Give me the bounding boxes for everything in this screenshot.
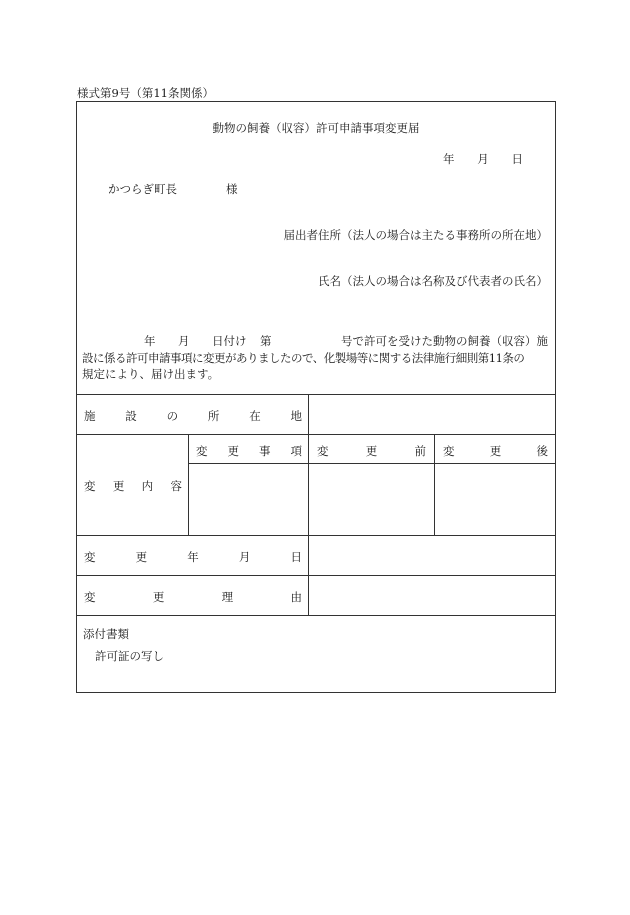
char: 更 xyxy=(112,479,125,493)
char: 内 xyxy=(141,479,154,493)
attachment-item: 許可証の写し xyxy=(95,649,164,663)
frame-left xyxy=(76,101,77,693)
facility-location-label xyxy=(84,408,302,424)
form-number: 様式第9号（第11条関係） xyxy=(77,86,214,100)
char: 更 xyxy=(152,590,165,604)
char: 変 xyxy=(84,479,96,493)
body-year: 年 xyxy=(144,334,156,348)
before-header xyxy=(317,443,426,459)
body-date-suffix: 日付け xyxy=(212,334,247,348)
char: 項 xyxy=(290,444,302,458)
char: 容 xyxy=(170,479,182,493)
vline-before-after xyxy=(434,434,435,535)
vline-label-content xyxy=(188,434,189,535)
body-month: 月 xyxy=(178,334,190,348)
date-month: 月 xyxy=(477,152,489,166)
char: 施 xyxy=(84,409,96,423)
frame-bottom xyxy=(76,692,556,693)
char: 日 xyxy=(290,550,302,564)
change-date-label xyxy=(84,549,302,565)
char: 理 xyxy=(221,590,234,604)
date-year: 年 xyxy=(443,152,455,166)
change-item-header xyxy=(196,443,302,459)
char: 前 xyxy=(414,444,426,458)
table-line-4 xyxy=(76,535,556,536)
char: 在 xyxy=(249,409,261,423)
char: 変 xyxy=(443,444,455,458)
body-number-prefix: 第 xyxy=(260,334,272,348)
applicant-name-label: 氏名（法人の場合は名称及び代表者の氏名） xyxy=(318,274,548,288)
char: 月 xyxy=(238,550,251,564)
char: 更 xyxy=(227,444,239,458)
char: 更 xyxy=(489,444,502,458)
body-line-3: 規定により、届け出ます。 xyxy=(82,367,220,381)
char: 更 xyxy=(365,444,378,458)
char: 所 xyxy=(207,409,220,423)
char: 設 xyxy=(125,409,137,423)
char: 変 xyxy=(317,444,329,458)
body-line-1-text: 号で許可を受けた動物の飼養（収容）施 xyxy=(341,334,548,348)
body-line-1 xyxy=(0,333,630,349)
char: 変 xyxy=(84,590,96,604)
form-title: 動物の飼養（収容）許可申請事項変更届 xyxy=(212,121,420,135)
char: 更 xyxy=(135,550,148,564)
date-day: 日 xyxy=(511,152,523,166)
char: 事 xyxy=(259,444,271,458)
table-line-6 xyxy=(76,615,556,616)
char: 変 xyxy=(84,550,96,564)
vline-label-facility xyxy=(308,394,309,434)
attachments-label: 添付書類 xyxy=(83,627,129,641)
vline-label-date xyxy=(308,535,309,615)
body-line-2: 設に係る許可申請事項に変更がありましたので、化製場等に関する法律施行細則第11条の xyxy=(82,351,525,365)
honorific: 様 xyxy=(226,182,238,196)
char: 地 xyxy=(290,409,302,423)
frame-top xyxy=(76,101,556,102)
change-content-label xyxy=(84,478,182,494)
table-line-1 xyxy=(76,394,556,395)
char: 年 xyxy=(187,550,199,564)
table-line-2 xyxy=(76,434,556,435)
applicant-address-label: 届出者住所（法人の場合は主たる事務所の所在地） xyxy=(283,228,548,242)
frame-right xyxy=(555,101,556,693)
char: 由 xyxy=(290,590,302,604)
char: 変 xyxy=(196,444,208,458)
table-line-5 xyxy=(76,575,556,576)
after-header xyxy=(443,443,548,459)
addressee: かつらぎ町長 xyxy=(108,182,177,196)
char: 後 xyxy=(536,444,548,458)
vline-item-before xyxy=(308,434,309,535)
date-line xyxy=(443,151,523,167)
change-reason-label xyxy=(84,589,302,605)
char: の xyxy=(166,409,179,423)
table-line-3 xyxy=(188,463,556,464)
